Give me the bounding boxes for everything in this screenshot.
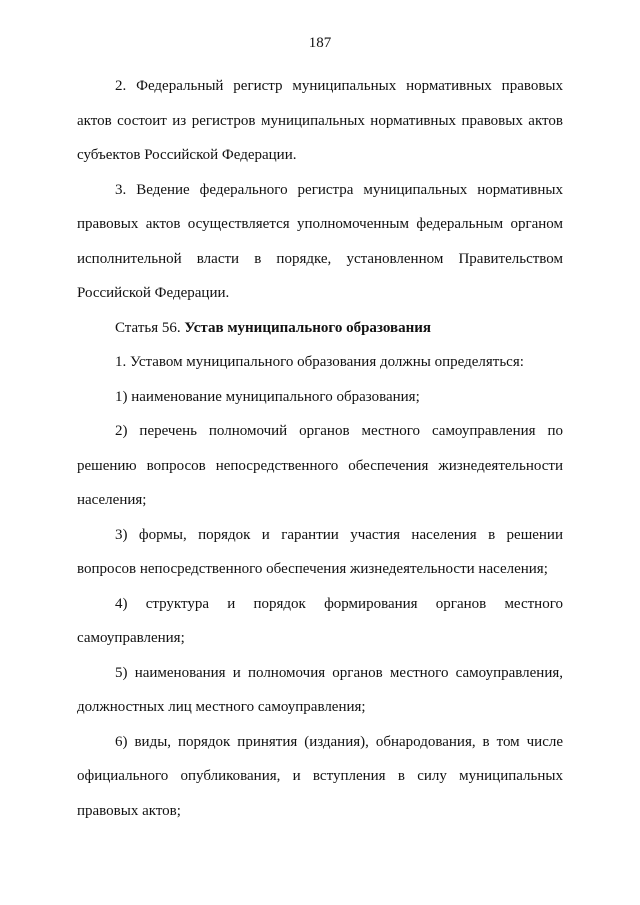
paragraph-3: 3. Ведение федерального регистра муниципальных нормативных правовых актов осуществляется уполномоченным федеральным органом исполнительной власти в порядке, установленном Правительством Российской Федерации.	[77, 181, 563, 301]
article-number: Статья 56.	[115, 319, 181, 336]
list-item: 3) формы, порядок и гарантии участия населения в решении вопросов непосредственного обеспечения жизнедеятельности населения;	[77, 526, 563, 577]
paragraph-2: 2. Федеральный регистр муниципальных нормативных правовых актов состоит из регистров муниципальных нормативных правовых актов субъектов Российской Федерации.	[77, 78, 563, 163]
article-title: Устав муниципального образования	[184, 319, 431, 336]
list-item: 5) наименования и полномочия органов местного самоуправления, должностных лиц местного самоуправления;	[77, 664, 563, 715]
article-heading	[77, 311, 563, 346]
document-body	[77, 69, 563, 828]
list-item: 6) виды, порядок принятия (издания), обнародования, в том числе официального опубликования, и вступления в силу муниципальных правовых актов;	[77, 733, 563, 819]
list-item: 1. Уставом муниципального образования должны определяться:	[115, 354, 524, 370]
list-item: 4) структура и порядок формирования органов местного самоуправления;	[77, 595, 563, 646]
page-number: 187	[308, 35, 332, 51]
list-item: 2) перечень полномочий органов местного самоуправления по решению вопросов непосредственного обеспечения жизнедеятельности населения;	[77, 423, 563, 508]
list-item: 1) наименование муниципального образования;	[115, 388, 420, 405]
